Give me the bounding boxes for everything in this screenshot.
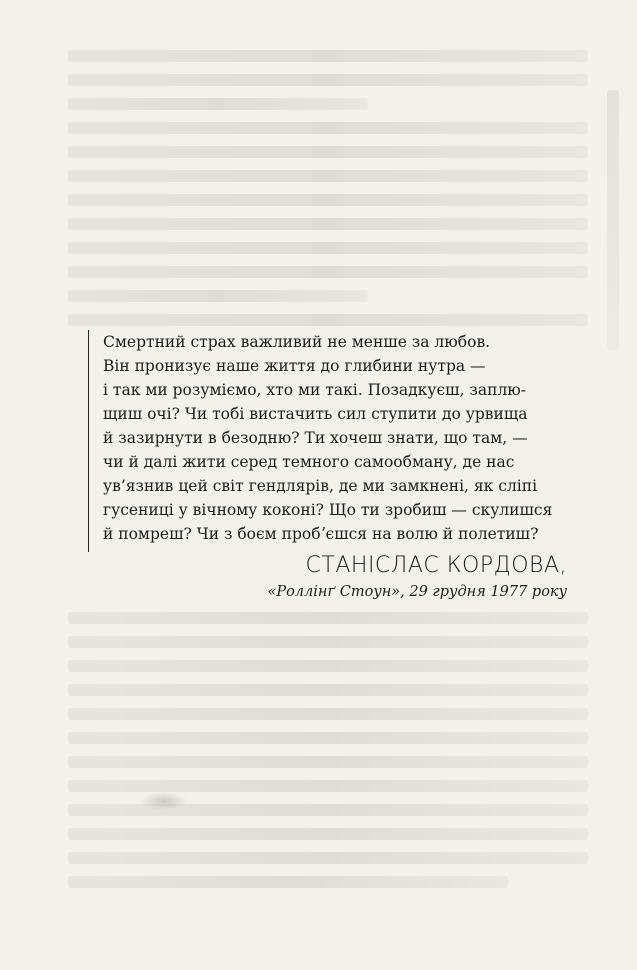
- bleed-through-line: [68, 74, 588, 86]
- quote-line: чи й далі жити серед темного самообману, де нас: [103, 453, 515, 471]
- bleed-through-line: [68, 170, 588, 182]
- bleed-through-line: [68, 828, 588, 840]
- quote-line: гусениці у вічному коконі? Що ти зробиш — скулишся: [103, 501, 553, 519]
- quote-author: СТАНІСЛАС КОРДОВА,: [305, 553, 567, 578]
- bleed-through-line: [68, 194, 588, 206]
- quote-line: щиш очі? Чи тобі вистачить сил ступити до урвища: [103, 405, 528, 423]
- quote-line: й зазирнути в безодню? Ти хочеш знати, що там, —: [103, 429, 528, 447]
- bleed-through-line: [68, 684, 588, 696]
- bleed-through-line: [68, 756, 588, 768]
- quote-line: ув’язнив цей світ гендлярів, де ми замкнені, як сліпі: [103, 477, 538, 495]
- bleed-through-line: [68, 218, 588, 230]
- bleed-through-line: [68, 852, 588, 864]
- bleed-through-line: [68, 612, 588, 624]
- bleed-through-line: [68, 98, 368, 110]
- quote-line: Він пронизує наше життя до глибини нутра —: [103, 357, 486, 375]
- bleed-through-line: [68, 290, 368, 302]
- bleed-through-line: [68, 314, 588, 326]
- quote-line: Смертний страх важливий не менше за любов.: [103, 333, 491, 351]
- bleed-through-line: [68, 122, 588, 134]
- quote-line: і так ми розуміємо, хто ми такі. Позадкуєш, заплю-: [103, 381, 527, 399]
- paper-smudge: [140, 792, 188, 810]
- quote-line: й помреш? Чи з боєм пробʼєшся на волю й полетиш?: [103, 525, 539, 543]
- bleed-through-line: [68, 50, 588, 62]
- bleed-through-line: [68, 266, 588, 278]
- bleed-through-line: [68, 636, 588, 648]
- bleed-through-line: [68, 242, 588, 254]
- bleed-through-line: [68, 708, 588, 720]
- bleed-through-line: [68, 146, 588, 158]
- quote-source: «Роллінґ Стоун», 29 грудня 1977 року: [267, 584, 567, 600]
- bleed-through-line: [68, 660, 588, 672]
- epigraph-quote: [88, 330, 588, 552]
- bleed-through-line: [68, 876, 508, 888]
- bleed-through-running-head: [607, 90, 619, 350]
- bleed-through-line: [68, 732, 588, 744]
- bleed-through-line: [68, 780, 588, 792]
